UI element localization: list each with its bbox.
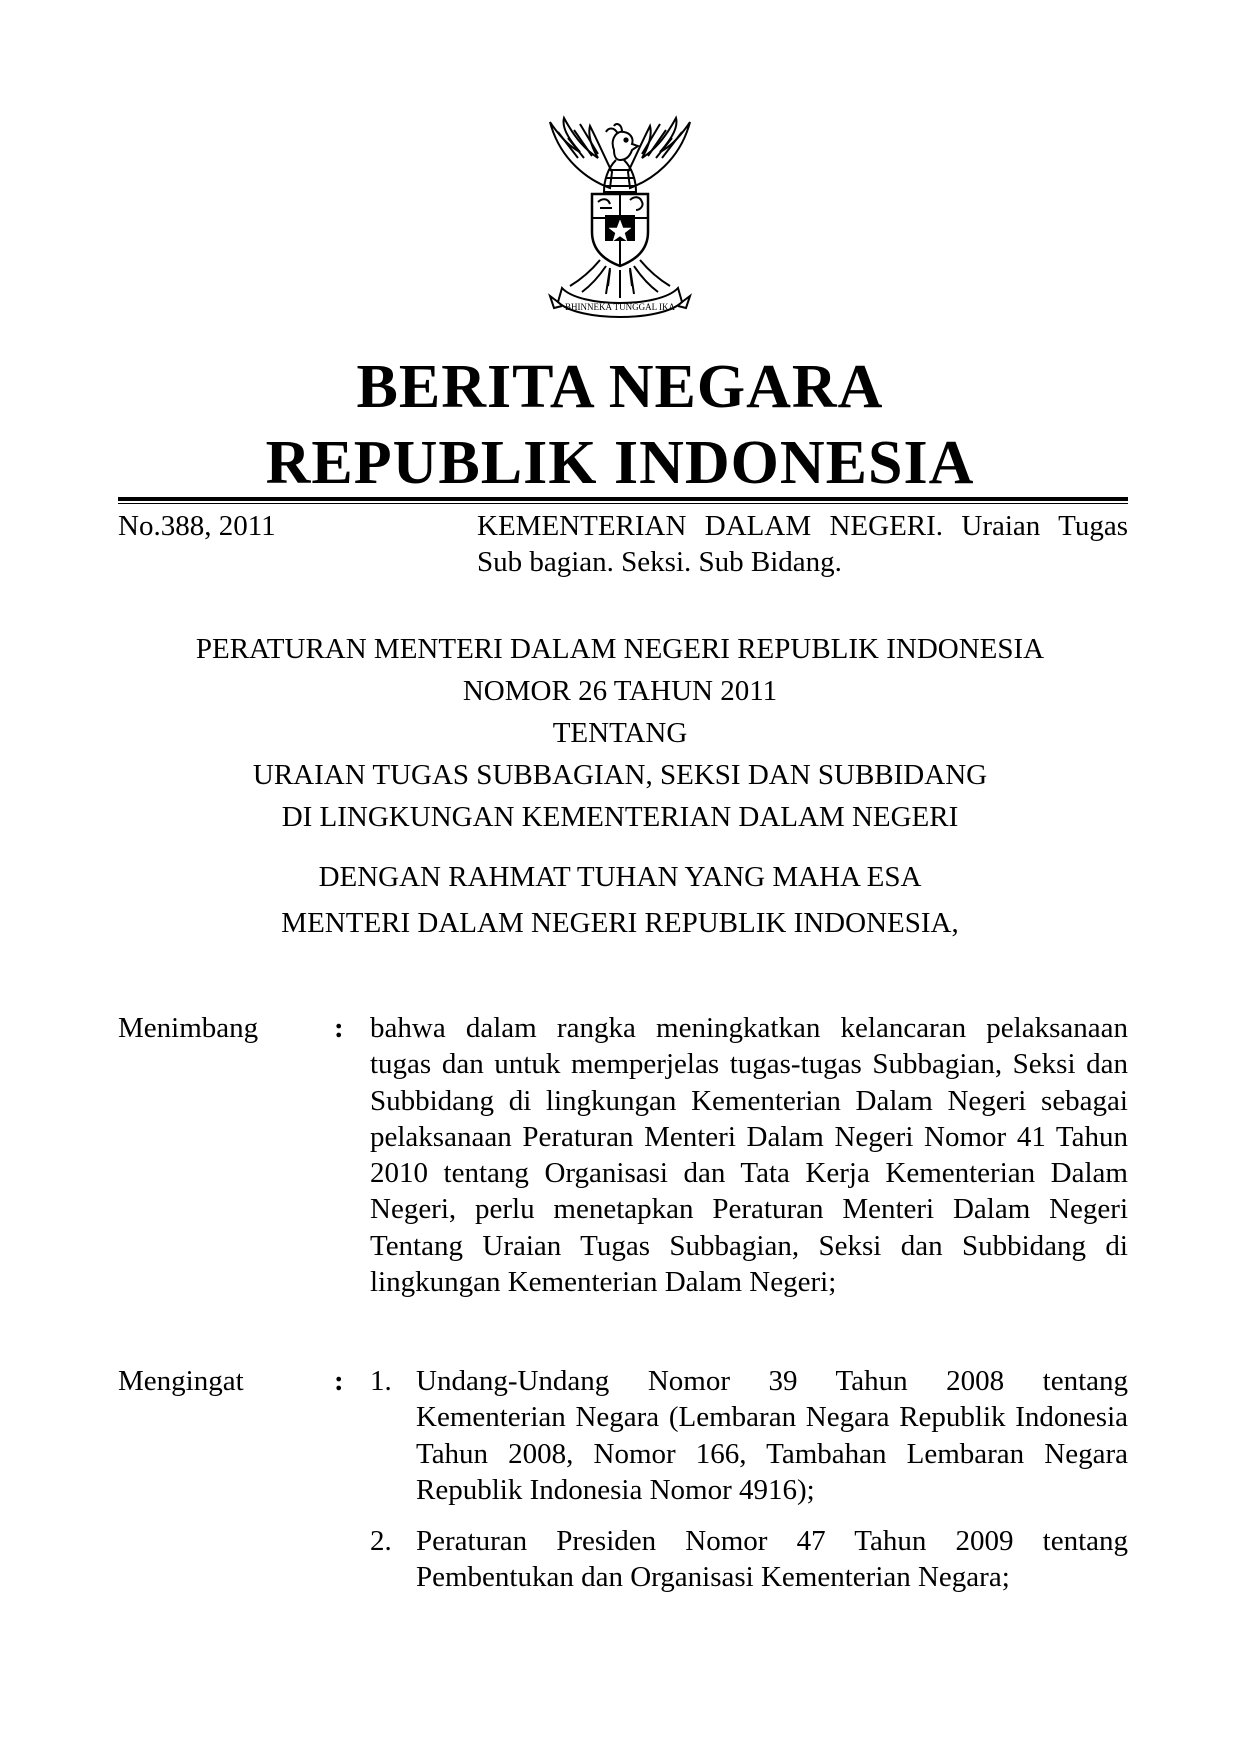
regulation-subject-line: URAIAN TUGAS SUBBAGIAN, SEKSI DAN SUBBIDANG [252, 759, 988, 791]
emblem-motto: BHINNEKA TUNGGAL IKA [565, 302, 675, 312]
opening-formula [0, 854, 1240, 946]
masthead-title: BERITA NEGARA [356, 353, 884, 421]
mengingat-colon: : [334, 1365, 344, 1397]
opening-line: DENGAN RAHMAT TUHAN YANG MAHA ESA [318, 861, 922, 893]
menimbang-label: Menimbang [118, 1012, 259, 1044]
list-item-text: Peraturan Presiden Nomor 47 Tahun 2009 tentang Pembentukan dan Organisasi Kementerian Negara; [416, 1525, 1128, 1594]
menimbang-colon: : [334, 1012, 344, 1044]
masthead-divider [118, 497, 1128, 501]
opening-line: MENTERI DALAM NEGERI REPUBLIK INDONESIA, [281, 907, 959, 939]
list-item-number: 1. [370, 1365, 392, 1397]
regulation-title-line: PERATURAN MENTERI DALAM NEGERI REPUBLIK INDONESIA [195, 633, 1045, 665]
masthead-subtitle: REPUBLIK INDONESIA [265, 429, 975, 497]
garuda-pancasila-emblem [510, 110, 730, 330]
gazette-number: No.388, 2011 [118, 510, 276, 542]
list-item-text: Undang-Undang Nomor 39 Tahun 2008 tentang Kementerian Negara (Lembaran Negara Republik Indonesia Tahun 2008, Nomor 166, Tambahan Lembaran Negara Republik Indonesia Nomor 4916); [416, 1365, 1128, 1506]
mengingat-label: Mengingat [118, 1365, 244, 1397]
menimbang-text: bahwa dalam rangka meningkatkan kelancaran pelaksanaan tugas dan untuk memperjelas tugas-tugas Subbagian, Seksi dan Subbidang di lingkungan Kementerian Dalam Negeri sebagai pelaksanaan Peraturan Menteri Dalam Negeri Nomor 41 Tahun 2010 tentang Organisasi dan Tata Kerja Kementerian Dalam Negeri, perlu menetapkan Peraturan Menteri Dalam Negeri Tentang Uraian Tugas Subbagian, Seksi dan Subbidang di lingkungan Kementerian Dalam Negeri; [370, 1012, 1128, 1299]
regulation-subject-line: DI LINGKUNGAN KEMENTERIAN DALAM NEGERI [281, 801, 959, 833]
masthead-divider-thin [118, 503, 1128, 504]
regulation-about: TENTANG [552, 717, 688, 749]
gazette-description: KEMENTERIAN DALAM NEGERI. Uraian Tugas Sub bagian. Seksi. Sub Bidang. [477, 510, 1128, 578]
regulation-number: NOMOR 26 TAHUN 2011 [462, 675, 778, 707]
regulation-title [0, 628, 1240, 838]
list-item-number: 2. [370, 1525, 392, 1557]
